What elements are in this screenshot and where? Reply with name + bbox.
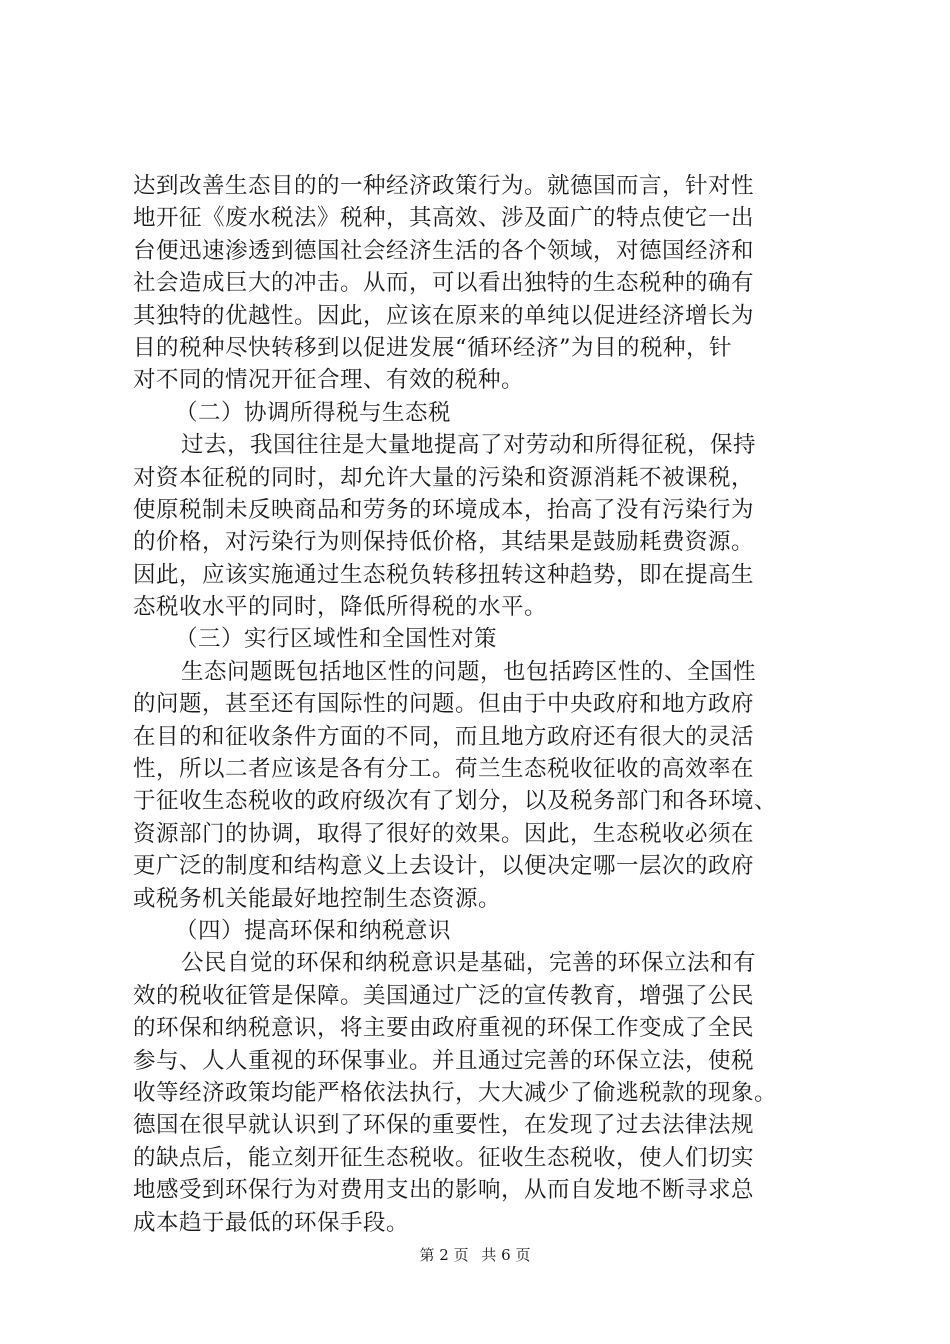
text-line: 成本趋于最低的环保手段。 [133,1209,410,1236]
text-line: 目的税种尽快转移到以促进发展“循环经济”为目的税种，针 [133,334,733,361]
section-heading: （三）实行区域性和全国性对策 [175,626,498,653]
text-line: 公民自觉的环保和纳税意识是基础，完善的环保立法和有 [181,950,757,977]
text-line: 其独特的优越性。因此，应该在原来的单纯以促进经济增长为 [133,302,755,329]
text-line: 参与、人人重视的环保事业。并且通过完善的环保立法，使税 [133,1047,755,1074]
text-line: 地感受到环保行为对费用支出的影响，从而自发地不断寻求总 [133,1177,755,1204]
text-line: 因此，应该实施通过生态税负转移扭转这种趋势，即在提高生 [133,561,755,588]
text-line: 的缺点后，能立刻开征生态税收。征收生态税收，使人们切实 [133,1144,755,1171]
text-line: 于征收生态税收的政府级次有了划分，以及税务部门和各环境、 [133,788,778,815]
text-line: 对资本征税的同时，却允许大量的污染和资源消耗不被课税， [133,464,755,491]
text-line: 效的税收征管是保障。美国通过广泛的宣传教育，增强了公民 [133,982,755,1009]
text-line: 的环保和纳税意识，将主要由政府重视的环保工作变成了全民 [133,1015,755,1042]
page-number: 第 2 页 [419,1246,469,1264]
page-footer [0,1245,950,1265]
text-line: 台便迅速渗透到德国社会经济生活的各个领域，对德国经济和 [133,237,755,264]
section-heading: （二）协调所得税与生态税 [175,399,452,426]
text-line: 达到改善生态目的的一种经济政策行为。就德国而言，针对性 [133,173,755,199]
text-line: 更广泛的制度和结构意义上去设计，以便决定哪一层次的政府 [133,853,755,880]
text-line: 的价格，对污染行为则保持低价格，其结果是鼓励耗费资源。 [133,529,755,556]
text-line: 资源部门的协调，取得了很好的效果。因此，生态税收必须在 [133,820,755,847]
text-line: 在目的和征收条件方面的不同，而且地方政府还有很大的灵活 [133,723,755,750]
text-line: 过去，我国往往是大量地提高了对劳动和所得征税，保持 [181,432,757,459]
text-line: 社会造成巨大的冲击。从而，可以看出独特的生态税种的确有 [133,270,755,297]
page-total: 共 6 页 [481,1246,531,1264]
text-line: 生态问题既包括地区性的问题，也包括跨区性的、全国性 [181,658,757,685]
document-body [133,170,853,1239]
text-line: 德国在很早就认识到了环保的重要性，在发现了过去法律法规 [133,1112,755,1139]
text-line: 态税收水平的同时，降低所得税的水平。 [133,594,548,621]
text-line: 性，所以二者应该是各有分工。荷兰生态税收征收的高效率在 [133,756,755,783]
text-line: 使原税制未反映商品和劳务的环境成本，抬高了没有污染行为 [133,496,755,523]
text-line: 的问题，甚至还有国际性的问题。但由于中央政府和地方政府 [133,691,755,718]
text-line: 收等经济政策均能严格依法执行，大大减少了偷逃税款的现象。 [133,1079,778,1106]
section-heading: （四）提高环保和纳税意识 [175,917,452,944]
text-line: 或税务机关能最好地控制生态资源。 [133,885,502,912]
text-line: 地开征《废水税法》税种，其高效、涉及面广的特点使它一出 [133,205,755,232]
text-line: 对不同的情况开征合理、有效的税种。 [133,367,525,394]
